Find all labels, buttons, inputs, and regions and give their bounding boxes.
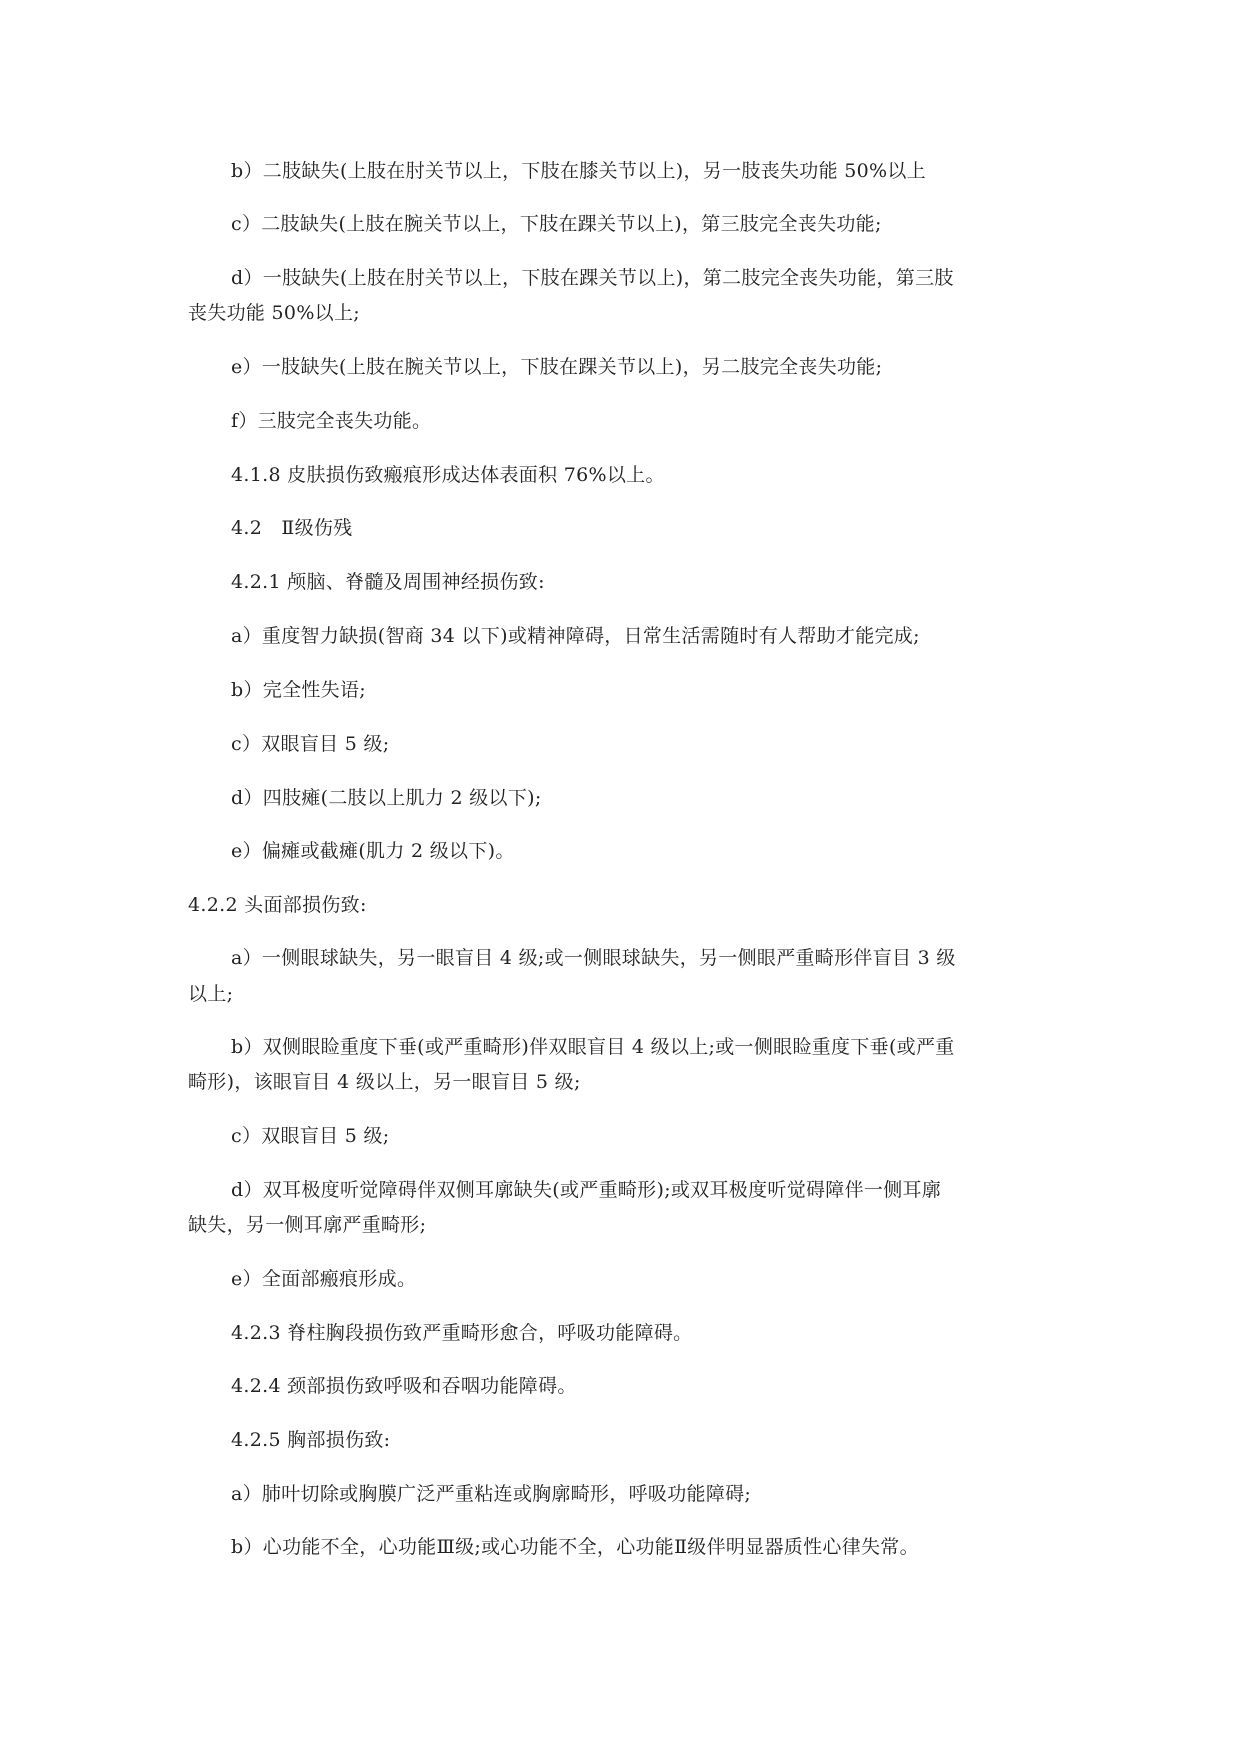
paragraph-line: a）肺叶切除或胸膜广泛严重粘连或胸廓畸形，呼吸功能障碍; [231, 1483, 752, 1505]
paragraph-line: d）一肢缺失(上肢在肘关节以上，下肢在踝关节以上)，第二肢完全丧失功能，第三肢 [231, 267, 954, 289]
paragraph-line: e）全面部瘢痕形成。 [231, 1268, 417, 1290]
paragraph-line: e）偏瘫或截瘫(肌力 2 级以下)。 [231, 840, 515, 862]
section-heading: 4.2.5 胸部损伤致: [231, 1429, 391, 1451]
paragraph-line: c）二肢缺失(上肢在腕关节以上，下肢在踝关节以上)，第三肢完全丧失功能; [231, 213, 882, 235]
paragraph-line: 畸形)，该眼盲目 4 级以上，另一眼盲目 5 级; [188, 1071, 581, 1093]
paragraph-line: e）一肢缺失(上肢在腕关节以上，下肢在踝关节以上)，另二肢完全丧失功能; [231, 356, 883, 378]
paragraph-line: a）一侧眼球缺失，另一眼盲目 4 级;或一侧眼球缺失，另一侧眼严重畸形伴盲目 3 级 [231, 947, 956, 969]
section-heading: 4.2.4 颈部损伤致呼吸和吞咽功能障碍。 [231, 1375, 577, 1397]
paragraph-line: c）双眼盲目 5 级; [231, 1125, 390, 1147]
paragraph-line: b）双侧眼睑重度下垂(或严重畸形)伴双眼盲目 4 级以上;或一侧眼睑重度下垂(或严重 [231, 1036, 955, 1058]
paragraph-line: 丧失功能 50%以上; [188, 302, 360, 324]
section-heading: 4.2.1 颅脑、脊髓及周围神经损伤致: [231, 571, 545, 593]
paragraph-line: c）双眼盲目 5 级; [231, 733, 390, 755]
paragraph-line: d）四肢瘫(二肢以上肌力 2 级以下); [231, 787, 542, 809]
section-heading: 4.1.8 皮肤损伤致瘢痕形成达体表面积 76%以上。 [231, 464, 665, 486]
paragraph-line: a）重度智力缺损(智商 34 以下)或精神障碍，日常生活需随时有人帮助才能完成; [231, 625, 920, 647]
paragraph-line: 以上; [188, 983, 234, 1005]
section-heading: 4.2.2 头面部损伤致: [188, 894, 367, 916]
paragraph-line: d）双耳极度听觉障碍伴双侧耳廓缺失(或严重畸形);或双耳极度听觉碍障伴一侧耳廓 [231, 1179, 942, 1201]
paragraph-line: 缺失，另一侧耳廓严重畸形; [188, 1214, 427, 1236]
paragraph-line: b）完全性失语; [231, 679, 366, 701]
section-heading: 4.2.3 脊柱胸段损伤致严重畸形愈合，呼吸功能障碍。 [231, 1322, 693, 1344]
section-heading: 4.2 Ⅱ级伤残 [231, 517, 353, 539]
paragraph-line: f）三肢完全丧失功能。 [231, 410, 432, 432]
paragraph-line: b）心功能不全，心功能Ⅲ级;或心功能不全，心功能Ⅱ级伴明显器质性心律失常。 [231, 1536, 919, 1558]
paragraph-line: b）二肢缺失(上肢在肘关节以上，下肢在膝关节以上)，另一肢丧失功能 50%以上 [231, 160, 926, 182]
